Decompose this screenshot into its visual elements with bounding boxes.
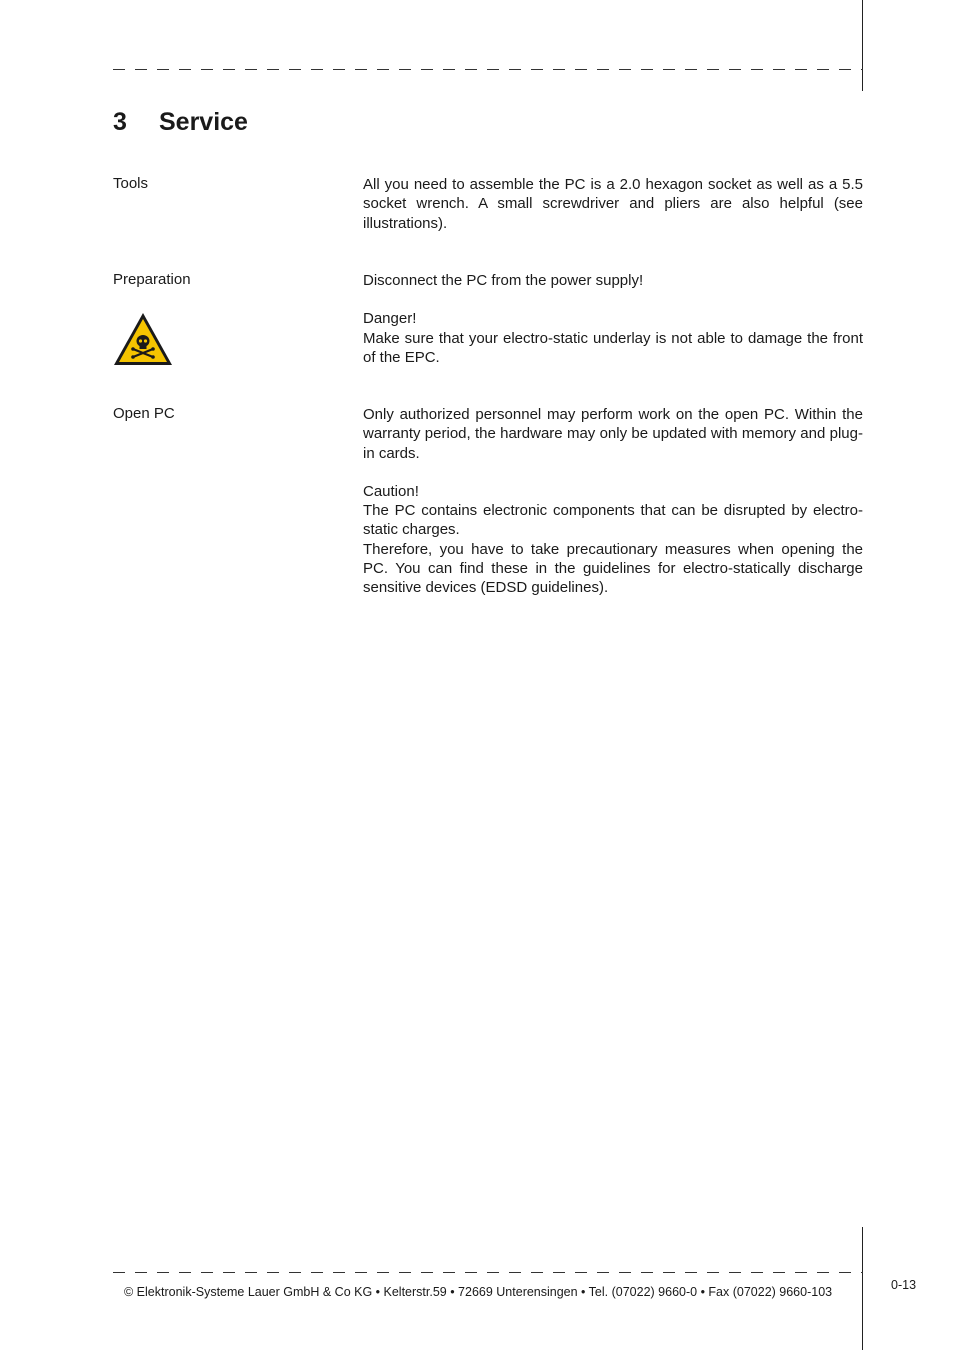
chapter-number: 3 (113, 108, 127, 136)
tools-paragraph: All you need to assemble the PC is a 2.0 hexagon socket as well as a 5.5 socket wrench. A small screwdriver and pliers are also helpful (see illustrations). (363, 176, 863, 232)
footer-copyright: © Elektronik-Systeme Lauer GmbH & Co KG • Kelterstr.59 • 72669 Unterensingen • Tel. (07022) 9660-0 • Fax (07022) 9660-103 (124, 1285, 833, 1299)
chapter-heading (113, 108, 248, 137)
tools-text-block (363, 175, 863, 233)
preparation-paragraph: Disconnect the PC from the power supply! (363, 272, 644, 289)
top-vertical-rule (862, 0, 863, 91)
danger-heading: Danger! (363, 310, 417, 328)
tools-label: Tools (113, 175, 149, 192)
danger-paragraph: Make sure that your electro-static underlay is not able to damage the front of the EPC. (363, 329, 863, 366)
footer-dashed-rule (113, 1272, 863, 1273)
page-number: 0-13 (891, 1278, 917, 1292)
open-pc-label: Open PC (113, 405, 175, 422)
header-dashed-rule (113, 69, 863, 70)
preparation-text-block (363, 271, 863, 367)
open-pc-text-block (363, 405, 863, 598)
open-pc-paragraph: Only authorized personnel may perform work on the open PC. Within the warranty period, the hardware may only be updated with memory and plug-in cards. (363, 406, 863, 462)
chapter-title: Service (159, 108, 248, 136)
caution-heading: Caution! (363, 482, 419, 500)
toxic-hazard-warning-icon (112, 311, 174, 367)
caution-paragraph-2: Therefore, you have to take precautionary measures when opening the PC. You can find these in the guidelines for electro-statically discharge sensitive devices (EDSD guidelines). (363, 540, 863, 597)
caution-paragraph-1: The PC contains electronic components that can be disrupted by electro-static charges. (363, 502, 863, 539)
bottom-vertical-rule (862, 1227, 863, 1350)
preparation-label: Preparation (113, 271, 191, 288)
